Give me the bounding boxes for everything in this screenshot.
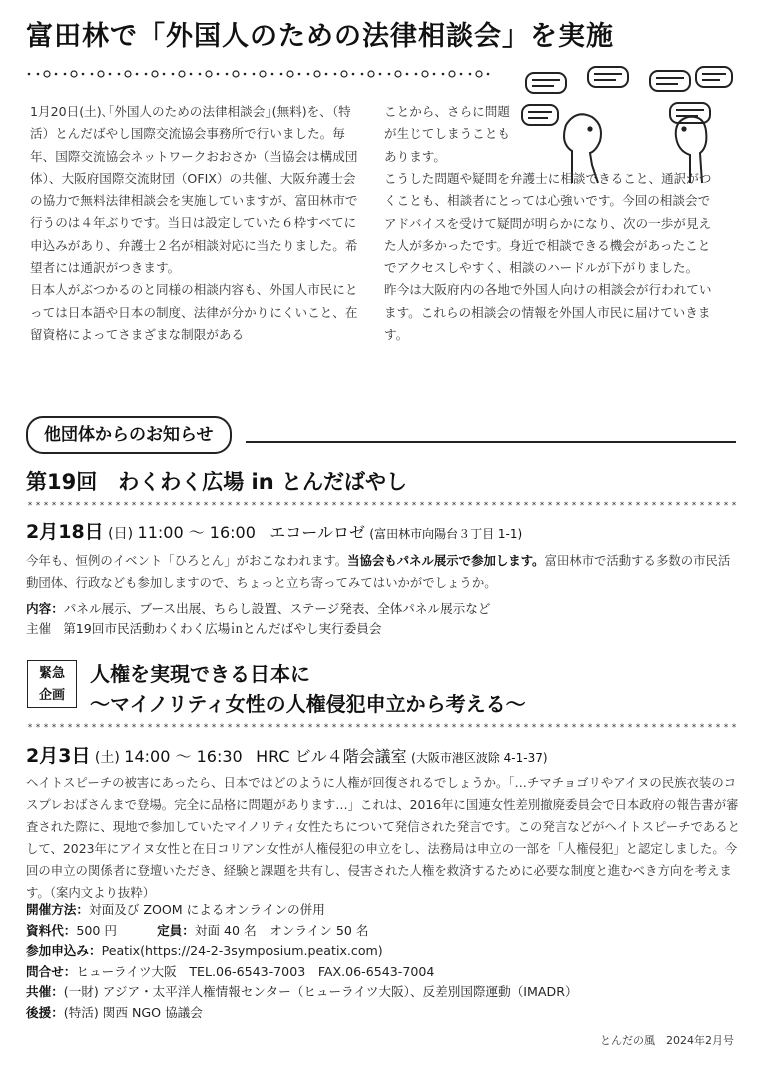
svg-text:*: *: [379, 723, 385, 730]
svg-text:*: *: [515, 723, 521, 730]
svg-text:*: *: [459, 501, 465, 508]
svg-text:*: *: [499, 501, 505, 508]
svg-text:*: *: [651, 501, 657, 508]
svg-text:*: *: [339, 501, 345, 508]
svg-text:*: *: [683, 501, 689, 508]
svg-text:*: *: [259, 501, 265, 508]
svg-text:*: *: [315, 501, 321, 508]
svg-text:*: *: [315, 723, 321, 730]
svg-text:*: *: [595, 501, 601, 508]
event2-dateline: [26, 741, 548, 768]
svg-text:*: *: [387, 501, 393, 508]
svg-text:*: *: [627, 501, 633, 508]
svg-text:*: *: [267, 723, 273, 730]
event1-desc-bold: 当協会もパネル展示で参加します。: [347, 553, 545, 568]
article-right-column: [384, 168, 714, 346]
svg-text:*: *: [323, 501, 329, 508]
svg-text:*: *: [75, 723, 81, 730]
event1-dateline: [26, 517, 522, 544]
svg-text:*: *: [635, 723, 641, 730]
svg-text:*: *: [275, 501, 281, 508]
svg-text:*: *: [123, 723, 129, 730]
svg-text:*: *: [715, 723, 721, 730]
svg-text:*: *: [91, 501, 97, 508]
svg-text:*: *: [155, 723, 161, 730]
svg-text:*: *: [731, 723, 737, 730]
page-footer: とんだの風 2024年2月号: [600, 1034, 734, 1047]
svg-text:*: *: [243, 501, 249, 508]
svg-text:*: *: [459, 723, 465, 730]
detail-label: 後援：: [26, 1004, 64, 1020]
detail-label: 参加申込み：: [26, 943, 102, 958]
detail-value: 対面及び ZOOM によるオンラインの併用: [88, 902, 325, 917]
svg-text:*: *: [571, 723, 577, 730]
svg-text:*: *: [547, 501, 553, 508]
svg-text:*: *: [83, 501, 89, 508]
svg-text:*: *: [147, 501, 153, 508]
svg-text:*: *: [539, 723, 545, 730]
svg-text:*: *: [347, 723, 353, 730]
svg-text:*: *: [51, 501, 57, 508]
svg-text:*: *: [363, 723, 369, 730]
svg-text:*: *: [139, 723, 145, 730]
svg-text:*: *: [35, 723, 41, 730]
detail-value: (一財) アジア・太平洋人権情報センター（ヒューライツ大阪）、反差別国際運動（IMADR）: [63, 984, 578, 999]
event2-date: 2月3日: [26, 745, 91, 767]
svg-text:*: *: [507, 723, 513, 730]
svg-text:*: *: [555, 501, 561, 508]
svg-text:*: *: [283, 723, 289, 730]
content-label: 内容：: [26, 601, 64, 616]
svg-text:*: *: [275, 723, 281, 730]
event1-organizer: [26, 618, 742, 637]
detail-link: Peatix(https://24-2-3symposium.peatix.com): [101, 943, 383, 958]
svg-text:*: *: [323, 723, 329, 730]
svg-text:*: *: [107, 723, 113, 730]
svg-text:*: *: [123, 501, 129, 508]
svg-text:*: *: [331, 723, 337, 730]
svg-text:*: *: [427, 501, 433, 508]
svg-text:*: *: [707, 501, 713, 508]
detail-apply: [26, 941, 742, 962]
svg-text:*: *: [83, 723, 89, 730]
svg-text:*: *: [435, 723, 441, 730]
svg-text:*: *: [91, 723, 97, 730]
svg-text:*: *: [555, 723, 561, 730]
detail-label: 共催：: [26, 984, 64, 999]
svg-text:*: *: [371, 501, 377, 508]
svg-text:*: *: [411, 501, 417, 508]
svg-text:*: *: [467, 723, 473, 730]
svg-text:*: *: [211, 723, 217, 730]
svg-text:*: *: [179, 501, 185, 508]
svg-text:*: *: [355, 723, 361, 730]
svg-text:*: *: [27, 723, 33, 730]
svg-text:*: *: [603, 501, 609, 508]
svg-text:*: *: [227, 501, 233, 508]
svg-text:*: *: [307, 723, 313, 730]
svg-text:*: *: [667, 723, 673, 730]
svg-text:*: *: [395, 723, 401, 730]
detail-cohost: [26, 982, 742, 1003]
svg-text:*: *: [483, 723, 489, 730]
organizer-value: 第19回市民活動わくわく広場㏌とんだばやし実行委員会: [63, 621, 382, 636]
svg-text:*: *: [67, 723, 73, 730]
event1-venue: エコールロゼ: [269, 523, 365, 542]
svg-text:*: *: [491, 501, 497, 508]
svg-text:*: *: [291, 501, 297, 508]
event1-weekday: (日): [108, 526, 134, 542]
event2-title: 人権を実現できる日本に: [90, 662, 310, 686]
svg-text:*: *: [595, 723, 601, 730]
svg-text:*: *: [379, 501, 385, 508]
svg-text:*: *: [523, 723, 529, 730]
detail-label: 定員：: [157, 922, 195, 938]
svg-text:*: *: [35, 501, 41, 508]
article-left-column: [30, 101, 360, 346]
svg-text:*: *: [251, 723, 257, 730]
svg-text:*: *: [475, 501, 481, 508]
svg-text:*: *: [395, 501, 401, 508]
svg-text:*: *: [219, 501, 225, 508]
article-paragraph: こうした問題や疑問を弁護士に相談できること、通訳がつくことも、相談者にとっては心強いです。今回の相談会でアドバイスを受けて疑問が明らかになり、次の一歩が見えた人が多かったです。身近で相談できる機会があったことでアクセスしやすく、相談のハードルが下がりました。: [384, 171, 712, 276]
event2-description: ヘイトスピーチの被害にあったら、日本ではどのように人権が回復されるでしょうか。「…チマチョゴリやアイヌの民族衣装のコスプレおばさんまで登場。完全に品格に問題があります…」これは、2016年に国連女性差別撤廃委員会で日本政府の報告書が審査された際に、現地で参加していたマイノリティ女性たちについて発信された発言です。この発言などがヘイトスピーチであるとして、2023年にアイヌ女性と在日コリアン女性が人権侵犯の申立をし、法務局は申立の一部を「人権侵犯」と認定しました。今回の申立の関係者に登壇いただき、経験と課題を共有し、侵害された人権を救済するために必要な制度と進むべき方向を考えます。（案内文より抜粋）: [26, 775, 741, 900]
svg-text:*: *: [451, 723, 457, 730]
organizer-label: 主催: [26, 621, 52, 636]
detail-label: 問合せ：: [26, 963, 77, 979]
detail-value: 500 円: [76, 922, 118, 938]
detail-value: (特活) 関西 NGO 協議会: [63, 1004, 203, 1020]
svg-text:*: *: [483, 501, 489, 508]
svg-text:*: *: [331, 501, 337, 508]
event2-venue: HRC ビル４階会議室: [256, 747, 407, 766]
svg-text:*: *: [243, 723, 249, 730]
svg-text:*: *: [59, 501, 65, 508]
svg-text:*: *: [363, 501, 369, 508]
svg-text:*: *: [347, 501, 353, 508]
svg-text:*: *: [155, 501, 161, 508]
svg-text:*: *: [211, 501, 217, 508]
svg-text:*: *: [403, 723, 409, 730]
svg-text:*: *: [643, 723, 649, 730]
svg-text:*: *: [691, 723, 697, 730]
svg-text:*: *: [643, 501, 649, 508]
svg-text:*: *: [499, 723, 505, 730]
svg-text:*: *: [635, 501, 641, 508]
detail-method: [26, 900, 742, 921]
svg-text:*: *: [251, 501, 257, 508]
svg-text:*: *: [51, 723, 57, 730]
svg-text:*: *: [299, 501, 305, 508]
svg-text:*: *: [731, 501, 737, 508]
svg-text:*: *: [475, 723, 481, 730]
svg-text:*: *: [283, 501, 289, 508]
article-paragraph: 日本人がぶつかるのと同様の相談内容も、外国人市民にとっては日本語や日本の制度、法律が分かりにくいこと、在留資格によってさまざまな制限がある: [30, 282, 358, 342]
svg-text:*: *: [675, 501, 681, 508]
event1-title: 第19回 わくわく広場 in とんだばやし: [26, 470, 407, 494]
svg-text:*: *: [195, 501, 201, 508]
section-rule: [246, 441, 736, 443]
svg-text:*: *: [443, 501, 449, 508]
svg-text:*: *: [627, 723, 633, 730]
page-title: 富田林で「外国人のための法律相談会」を実施: [26, 21, 614, 52]
svg-text:*: *: [411, 723, 417, 730]
svg-text:*: *: [691, 501, 697, 508]
svg-text:*: *: [427, 723, 433, 730]
event1-time: 11:00 ～ 16:00: [137, 523, 256, 542]
star-divider: [26, 500, 740, 508]
svg-text:*: *: [163, 501, 169, 508]
detail-label: 開催方法：: [26, 902, 89, 917]
article-right-top: ことから、さらに問題が生じてしまうこともあります。: [384, 104, 510, 164]
svg-text:*: *: [507, 501, 513, 508]
svg-text:*: *: [139, 501, 145, 508]
svg-text:*: *: [171, 501, 177, 508]
svg-text:*: *: [371, 723, 377, 730]
detail-value: ヒューライツ大阪 TEL.06-6543-7003 FAX.06-6543-7004: [76, 963, 435, 979]
svg-text:*: *: [467, 501, 473, 508]
detail-contact: [26, 962, 742, 983]
svg-text:*: *: [675, 723, 681, 730]
svg-text:*: *: [443, 723, 449, 730]
event1-date: 2月18日: [26, 521, 104, 543]
svg-text:*: *: [291, 723, 297, 730]
svg-text:*: *: [187, 501, 193, 508]
svg-text:*: *: [43, 723, 49, 730]
svg-text:*: *: [387, 723, 393, 730]
svg-text:*: *: [115, 723, 121, 730]
content-value: パネル展示、ブース出展、ちらし設置、ステージ発表、全体パネル展示など: [63, 601, 491, 616]
section-label: 他団体からのお知らせ: [26, 416, 232, 454]
svg-text:*: *: [715, 501, 721, 508]
svg-text:*: *: [587, 723, 593, 730]
article-paragraph: 昨今は大阪府内の各地で外国人向けの相談会が行われています。これらの相談会の情報を外国人市民に届けていきます。: [384, 282, 712, 343]
star-divider: [26, 722, 740, 730]
detail-fee: [26, 921, 742, 942]
svg-text:*: *: [107, 501, 113, 508]
svg-text:*: *: [435, 501, 441, 508]
svg-text:*: *: [531, 723, 537, 730]
urgent-badge: [27, 660, 77, 708]
svg-text:*: *: [219, 723, 225, 730]
svg-text:*: *: [403, 501, 409, 508]
svg-text:*: *: [723, 501, 729, 508]
dotted-divider: [26, 70, 492, 78]
event1-content: [26, 598, 742, 617]
svg-text:*: *: [491, 723, 497, 730]
svg-text:*: *: [579, 723, 585, 730]
detail-label: 資料代：: [26, 922, 77, 938]
two-people-talking-icon: [520, 65, 736, 185]
svg-text:*: *: [539, 501, 545, 508]
svg-text:*: *: [171, 723, 177, 730]
svg-text:*: *: [67, 501, 73, 508]
svg-text:*: *: [515, 501, 521, 508]
svg-text:*: *: [267, 501, 273, 508]
event1-address: (富田林市向陽台３丁目 1-1): [369, 527, 523, 541]
svg-text:*: *: [611, 501, 617, 508]
svg-text:*: *: [339, 723, 345, 730]
svg-text:*: *: [587, 501, 593, 508]
svg-text:*: *: [115, 501, 121, 508]
svg-text:*: *: [563, 501, 569, 508]
svg-text:*: *: [523, 501, 529, 508]
badge-line: 緊急: [38, 666, 65, 681]
svg-text:*: *: [147, 723, 153, 730]
svg-text:*: *: [179, 723, 185, 730]
svg-text:*: *: [131, 501, 137, 508]
svg-text:*: *: [307, 501, 313, 508]
svg-text:*: *: [299, 723, 305, 730]
detail-support: [26, 1003, 742, 1024]
svg-text:*: *: [43, 501, 49, 508]
event2-weekday: (土): [94, 750, 120, 766]
badge-line: 企画: [38, 688, 65, 703]
svg-text:*: *: [27, 501, 33, 508]
svg-text:*: *: [571, 501, 577, 508]
svg-text:*: *: [659, 501, 665, 508]
event2-address: (大阪市港区波除 4-1-37): [411, 751, 548, 765]
article-paragraph: 1月20日(土)､｢外国人のための法律相談会｣(無料)を、（特活）とんだばやし国際交流協会事務所で行いました。毎年、国際交流協会ネットワークおおさか（当協会は構成団体）、大阪府国際交流財団（OFIX）の共催、大阪弁護士会の協力で無料法律相談会を実施していますが、富田林市で行うのは４年ぶりです。当日は設定していた６枠すべてに申込みがあり、弁護士２名が相談対応に当たりました。希望者には通訳がつきます。: [30, 104, 358, 276]
svg-text:*: *: [419, 501, 425, 508]
svg-text:*: *: [651, 723, 657, 730]
svg-text:*: *: [619, 501, 625, 508]
svg-text:*: *: [419, 723, 425, 730]
svg-text:*: *: [619, 723, 625, 730]
svg-text:*: *: [667, 501, 673, 508]
svg-text:*: *: [131, 723, 137, 730]
svg-text:*: *: [203, 723, 209, 730]
event2-subtitle: ～マイノリティ女性の人権侵犯申立から考える～: [90, 692, 526, 716]
svg-text:*: *: [531, 501, 537, 508]
event1-desc-text: 富田林市で活動する多数の市民活動団体、行政なども参加しますので、ちょっと立ち寄ってみてはいかがでしょうか。: [26, 553, 731, 590]
svg-text:*: *: [227, 723, 233, 730]
svg-text:*: *: [235, 501, 241, 508]
svg-text:*: *: [699, 501, 705, 508]
svg-text:*: *: [75, 501, 81, 508]
svg-text:*: *: [723, 723, 729, 730]
svg-text:*: *: [163, 723, 169, 730]
svg-text:*: *: [683, 723, 689, 730]
svg-text:*: *: [59, 723, 65, 730]
event2-time: 14:00 ～ 16:30: [124, 747, 243, 766]
svg-text:*: *: [611, 723, 617, 730]
svg-text:*: *: [579, 501, 585, 508]
detail-value: 対面 40 名 オンライン 50 名: [194, 922, 369, 938]
svg-text:*: *: [235, 723, 241, 730]
svg-text:*: *: [547, 723, 553, 730]
svg-text:*: *: [187, 723, 193, 730]
svg-text:*: *: [355, 501, 361, 508]
event2-details: [26, 900, 742, 1023]
svg-text:*: *: [707, 723, 713, 730]
svg-text:*: *: [603, 723, 609, 730]
svg-text:*: *: [195, 723, 201, 730]
svg-text:*: *: [99, 501, 105, 508]
svg-text:*: *: [451, 501, 457, 508]
svg-text:*: *: [203, 501, 209, 508]
svg-text:*: *: [659, 723, 665, 730]
svg-text:*: *: [699, 723, 705, 730]
svg-text:*: *: [99, 723, 105, 730]
svg-text:*: *: [563, 723, 569, 730]
event1-desc-text: 今年も、恒例のイベント「ひろとん」がおこなわれます。: [26, 553, 348, 568]
svg-text:*: *: [259, 723, 265, 730]
event1-description: [26, 550, 742, 594]
